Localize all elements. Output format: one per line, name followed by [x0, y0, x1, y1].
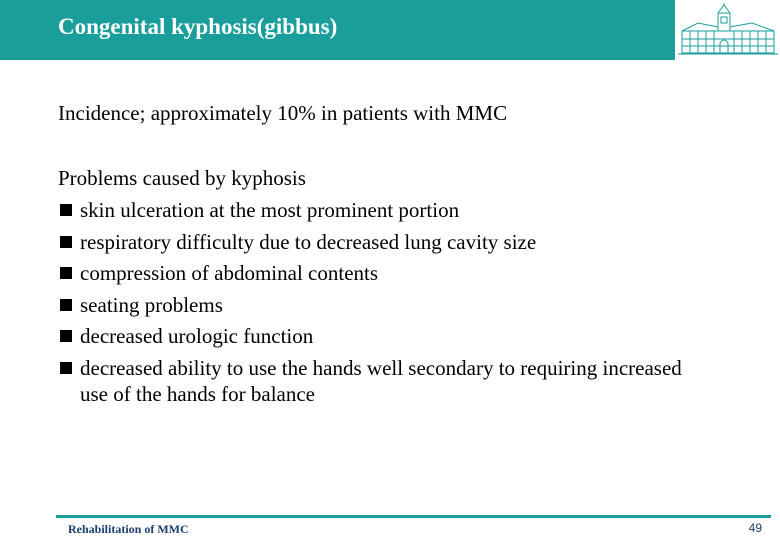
- footer-label: Rehabilitation of MMC: [68, 522, 189, 536]
- bullet-square-icon: [60, 267, 72, 279]
- problems-heading: Problems caused by kyphosis: [58, 165, 306, 190]
- list-item: compression of abdominal contents: [58, 260, 700, 286]
- university-building-icon: [678, 3, 778, 57]
- slide-title: Congenital kyphosis(gibbus): [58, 14, 338, 39]
- bullet-square-icon: [60, 236, 72, 248]
- slide-body: [58, 98, 700, 407]
- problems-list: [58, 197, 700, 407]
- list-item: decreased urologic function: [58, 323, 700, 349]
- university-logo: [674, 0, 780, 60]
- list-item: respiratory difficulty due to decreased lung cavity size: [58, 229, 700, 255]
- list-item: seating problems: [58, 292, 700, 318]
- page-number: 49: [748, 521, 762, 535]
- incidence-text: Incidence; approximately 10% in patients with MMC: [58, 101, 508, 125]
- footer-divider: [56, 515, 771, 518]
- bullet-square-icon: [60, 299, 72, 311]
- title-bar: [0, 0, 780, 60]
- bullet-square-icon: [60, 204, 72, 216]
- list-item: skin ulceration at the most prominent portion: [58, 197, 700, 223]
- bullet-square-icon: [60, 330, 72, 342]
- bullet-square-icon: [60, 362, 72, 374]
- list-item: decreased ability to use the hands well secondary to requiring increased use of the hands for balance: [58, 355, 700, 407]
